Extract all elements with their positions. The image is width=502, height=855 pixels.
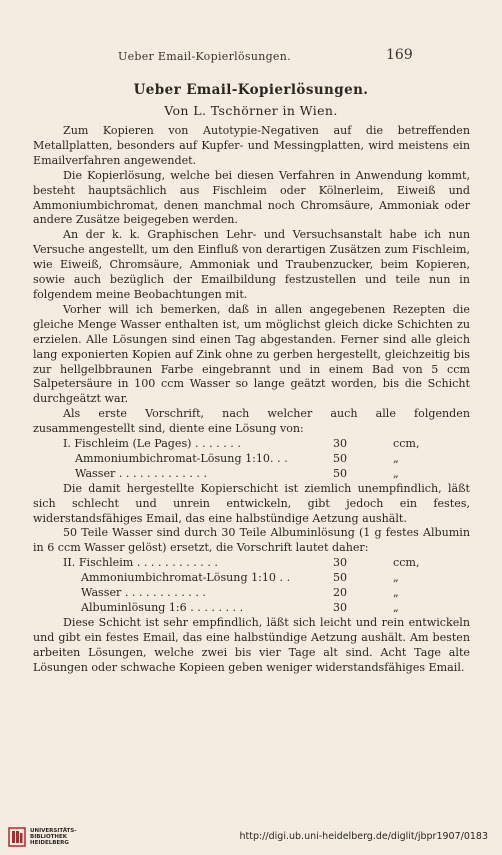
recipe-row — [33, 437, 470, 452]
paragraph: Als erste Vorschrift, nach welcher auch alle folgenden zusammengestellt sind, diente eine Lösung von: — [33, 407, 470, 436]
ingredient-amount: 50 — [333, 571, 348, 585]
ingredient-label: I. Fischleim (Le Pages) . . . . . . . — [63, 437, 241, 451]
article-title: Ueber Email-Kopierlösungen. — [133, 82, 369, 98]
ingredient-unit: „ — [393, 600, 399, 614]
ingredient-amount: 30 — [333, 600, 348, 614]
ingredient-unit: „ — [393, 586, 399, 600]
ingredient-amount: 50 — [333, 451, 348, 465]
paragraph: Die damit hergestellte Kopierschicht ist ziemlich unempfindlich, läßt sich schlecht und unrein entwickeln, gibt jedoch ein festes, widerstandsfähiges Email, das eine halbstündige Aetzung aushält. — [33, 481, 470, 525]
library-name: UNIVERSITÄTS- BIBLIOTHEK HEIDELBERG — [30, 828, 77, 847]
digitization-footer — [0, 819, 502, 855]
running-header — [0, 47, 502, 68]
university-library-logo-icon — [8, 827, 26, 847]
digitization-url-link[interactable]: http://digi.ub.uni-heidelberg.de/diglit/jbpr1907/0183 — [239, 831, 488, 842]
paragraph: Vorher will ich bemerken, daß in allen angegebenen Rezepten die gleiche Menge Wasser enthalten ist, um möglichst gleich dicke Schichten zu erzielen. Alle Lösungen sind einen Tag abgestanden. Ferner sind alle gleich lang exponierten Kopien auf Zink ohne zu gerben hergestellt, gleichzeitig bis zur hellgelbbraunen Farbe eingebrannt und in einem Bad von 5 ccm Salpetersäure in 100 ccm Wasser so lange geätzt worden, bis die Schicht durchgeätzt war. — [33, 302, 470, 406]
ingredient-unit: ccm, — [393, 437, 420, 451]
paragraph: Zum Kopieren von Autotypie-Negativen auf die betreffenden Metallplatten, besonders auf Kupfer- und Messingplatten, wird meistens ein Emailverfahren angewendet. — [33, 124, 470, 167]
ingredient-label: Albuminlösung 1:6 . . . . . . . . — [81, 600, 244, 614]
recipe-row — [33, 556, 470, 571]
ingredient-unit: ccm, — [393, 556, 420, 570]
ingredient-label: Wasser . . . . . . . . . . . . . — [75, 466, 207, 480]
ingredient-label: II. Fischleim . . . . . . . . . . . . — [63, 556, 218, 570]
ingredient-amount: 30 — [333, 556, 348, 570]
ingredient-unit: „ — [393, 451, 399, 465]
ingredient-unit: „ — [393, 466, 399, 480]
recipe-row — [33, 586, 470, 601]
running-title: Ueber Email-Kopierlösungen. — [118, 50, 291, 63]
ingredient-amount: 30 — [333, 437, 348, 451]
ingredient-amount: 50 — [333, 466, 348, 480]
recipe-row — [33, 467, 470, 482]
article-body — [33, 124, 470, 675]
article-author: Von L. Tschörner in Wien. — [164, 103, 338, 118]
ingredient-label: Wasser . . . . . . . . . . . . — [81, 586, 206, 600]
page-number: 169 — [386, 47, 413, 63]
paragraph: An der k. k. Graphischen Lehr- und Versuchsanstalt habe ich nun Versuche angestellt, um den Einfluß von derartigen Zusätzen zum Fischleim, wie Eiweiß, Chromsäure, Ammoniak und Traubenzucker, beim Kopieren, sowie auch bezüglich der Emailbildung festzustellen und teile nun in folgendem meine Beobachtungen mit. — [33, 228, 470, 301]
ingredient-label: Ammoniumbichromat-Lösung 1:10 . . — [81, 571, 291, 585]
recipe-2 — [33, 556, 470, 616]
paragraph: Die Kopierlösung, welche bei diesen Verfahren in Anwendung kommt, besteht hauptsächlich aus Fischleim oder Kölnerleim, Eiweiß und Ammoniumbichromat, denen manchmal noch Chromsäure, Ammoniak oder andere Zusätze beigegeben werden. — [33, 168, 470, 227]
recipe-row — [33, 452, 470, 467]
recipe-row — [33, 601, 470, 616]
ingredient-label: Ammoniumbichromat-Lösung 1:10. . . — [75, 451, 288, 465]
paragraph: Diese Schicht ist sehr empfindlich, läßt sich leicht und rein entwickeln und gibt ein festes Email, das eine halbstündige Aetzung aushält. Am besten arbeiten Lösungen, welche zwei bis vier Tage alt sind. Acht Tage alte Lösungen oder schwache Kopieen geben weniger widerstandsfähiges Email. — [33, 615, 470, 674]
ingredient-amount: 20 — [333, 586, 348, 600]
ingredient-unit: „ — [393, 571, 399, 585]
recipe-row — [33, 571, 470, 586]
paragraph: 50 Teile Wasser sind durch 30 Teile Albuminlösung (1 g festes Albumin in 6 ccm Wasser gelöst) ersetzt, die Vorschrift lautet daher: — [33, 526, 470, 555]
recipe-1 — [33, 437, 470, 482]
